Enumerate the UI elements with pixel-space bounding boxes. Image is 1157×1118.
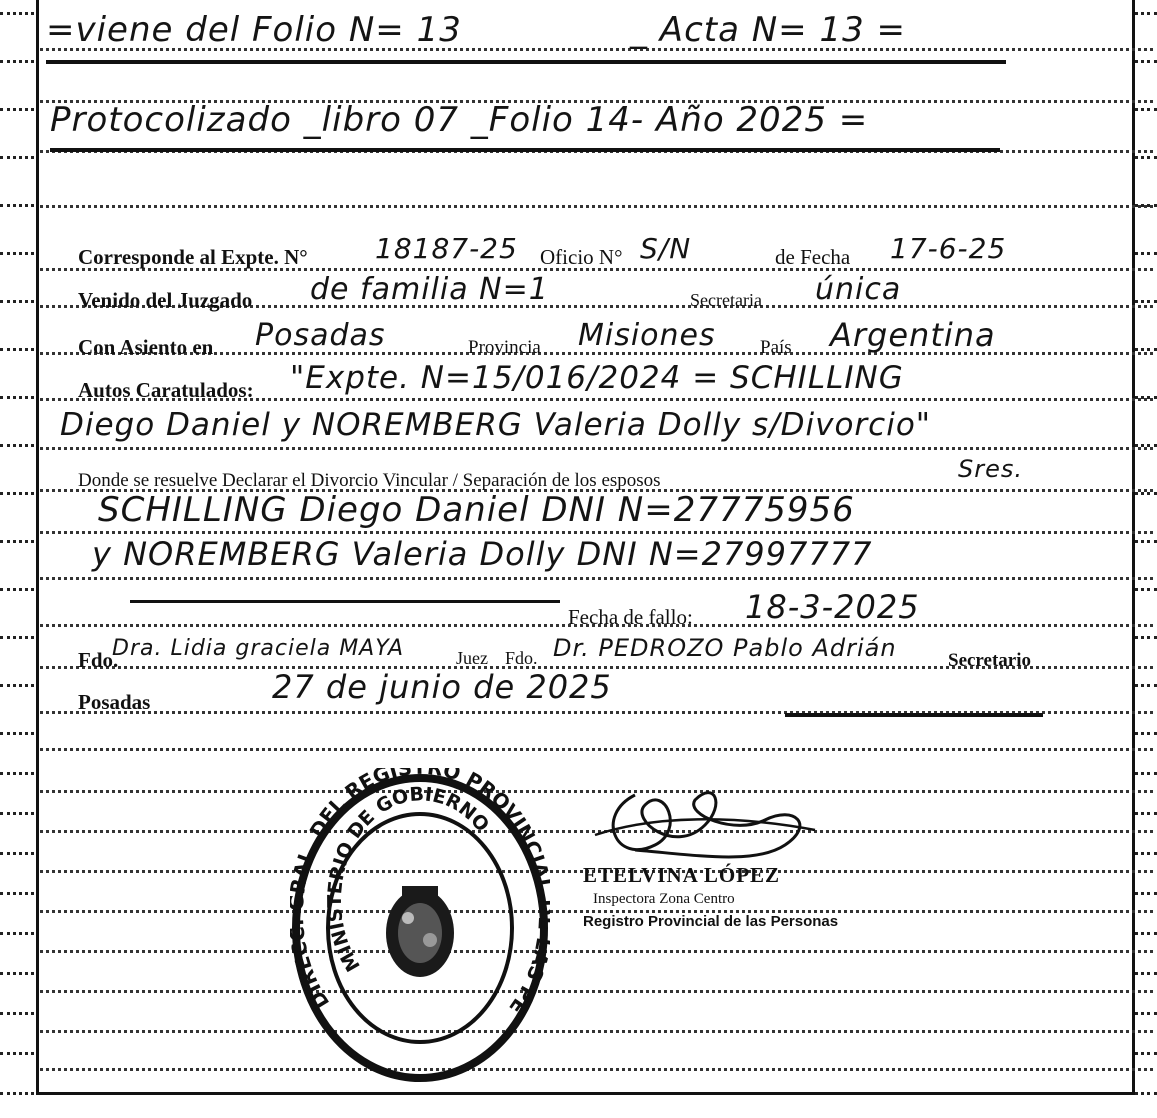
secretario-label: Secretario	[948, 650, 1031, 671]
corresponde-label: Corresponde al Expte. N°	[78, 245, 308, 269]
resuelve-label: Donde se resuelve Declarar el Divorcio Vincular / Separación de los esposos	[78, 470, 661, 491]
pais-label: País	[760, 337, 792, 358]
signer-title: Inspectora Zona Centro	[593, 891, 735, 907]
fdo2-label: Fdo.	[505, 648, 538, 668]
lugar-fecha-value: 27 de junio de 2025	[272, 668, 612, 706]
oficio-label: Oficio N°	[540, 245, 623, 269]
seal-inner-text: MINISTERIO DE GOBIERNO	[323, 783, 494, 976]
juez-name: Dra. Lidia graciela MAYA	[112, 636, 405, 661]
fdo-label: Fdo.	[78, 648, 119, 672]
blank-line	[130, 600, 560, 603]
fecha-fallo-label: Fecha de fallo:	[568, 605, 693, 629]
coat-of-arms-icon	[386, 886, 454, 977]
fecha-value: 17-6-25	[890, 232, 1007, 265]
signature-block	[575, 775, 865, 955]
secretaria-label: Secretaria	[690, 290, 762, 310]
expte-number: 18187-25	[375, 232, 518, 265]
header-underline-2	[50, 148, 1000, 152]
juzgado-value: de familia N=1	[310, 272, 549, 307]
protocolizado-line: Protocolizado _libro 07 _Folio 14- Año 2025 =	[50, 100, 869, 140]
autos-line-1: "Expte. N=15/016/2024 = SCHILLING	[290, 360, 904, 396]
lugar-label: Posadas	[78, 690, 151, 714]
seal-outer-text: DIRE AL. DEL REGIS O PROVINCI S PE	[290, 768, 550, 1019]
secretaria-value: única	[815, 272, 902, 307]
secretario-name: Dr. PEDROZO Pablo Adrián	[553, 634, 897, 662]
closing-line	[785, 713, 1043, 717]
signer-name: ETELVINA LÓPEZ	[583, 863, 781, 887]
sres-value: Sres.	[958, 455, 1023, 483]
acta-number: _ Acta N= 13 =	[630, 10, 907, 50]
official-seal	[290, 768, 550, 1088]
pais-value: Argentina	[830, 316, 996, 354]
oficio-number: S/N	[640, 232, 692, 265]
autos-line-2: Diego Daniel y NOREMBERG Valeria Dolly s/Divorcio"	[60, 407, 932, 443]
juez-label: Juez	[456, 648, 488, 668]
asiento-label: Con Asiento en	[78, 335, 214, 359]
viene-del-folio: =viene del Folio N= 13	[46, 10, 462, 50]
asiento-value: Posadas	[255, 318, 386, 353]
venido-label: Venido del Juzgado	[78, 288, 253, 312]
esposa-line: y NOREMBERG Valeria Dolly DNI N=27997777	[92, 535, 873, 573]
provincia-value: Misiones	[578, 318, 716, 353]
autos-label: Autos Caratulados:	[78, 378, 254, 402]
header-underline-1	[46, 60, 1006, 64]
fecha-fallo-value: 18-3-2025	[745, 588, 920, 626]
esposo-line: SCHILLING Diego Daniel DNI N=27775956	[98, 490, 855, 530]
signer-office: Registro Provincial de las Personas	[583, 913, 839, 930]
provincia-label: Provincia	[468, 337, 541, 358]
fecha-label: de Fecha	[775, 245, 851, 269]
